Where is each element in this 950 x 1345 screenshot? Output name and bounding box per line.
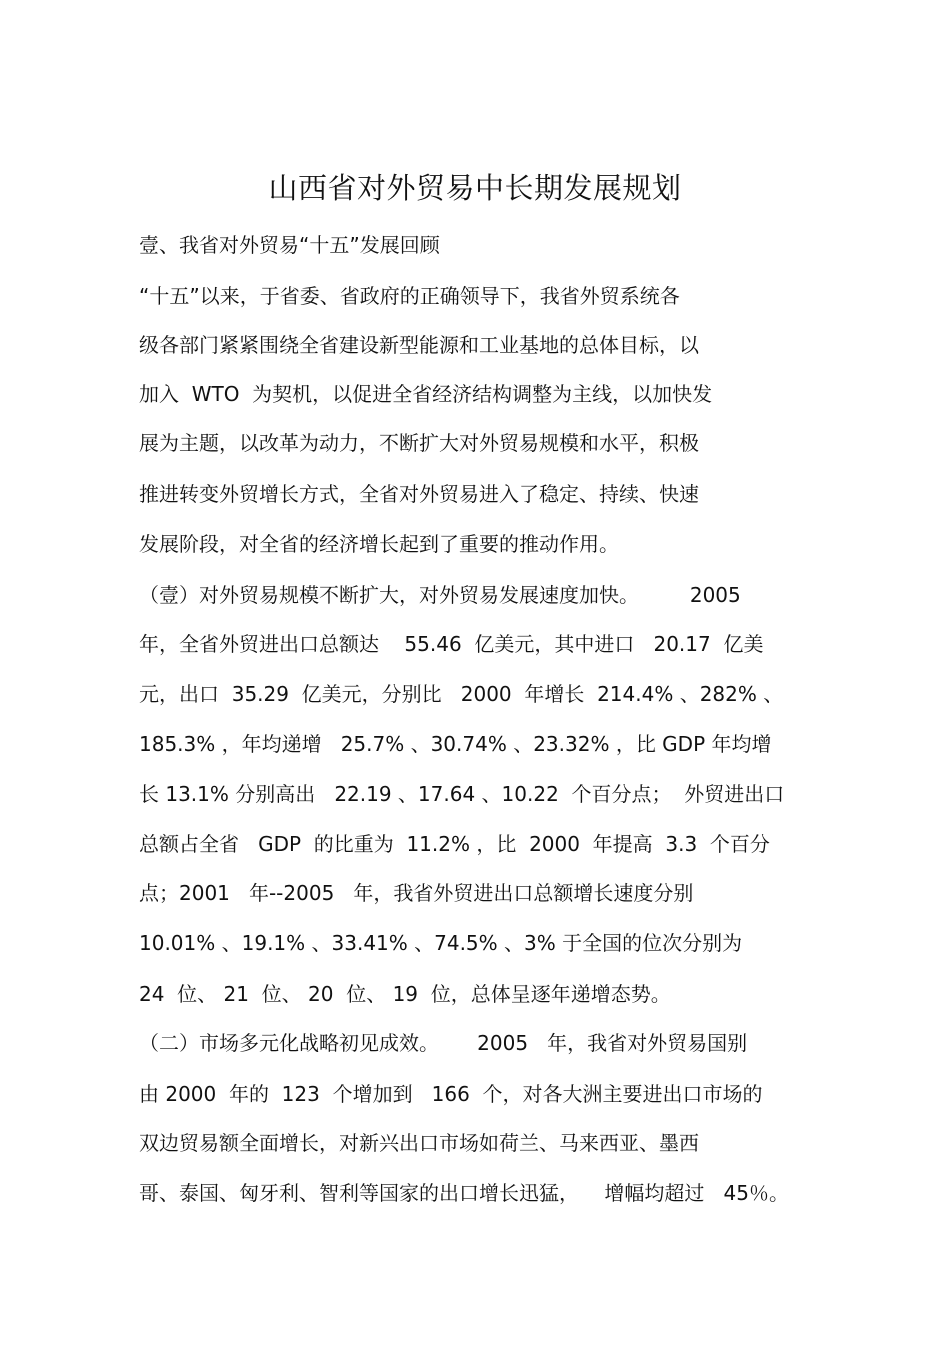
paragraph-line-1: “十五”以来，于省委、省政府的正确领导下，我省外贸系统各 (139, 284, 680, 308)
paragraph-line-16: （二）市场多元化战略初见成效。 2005 年，我省对外贸易国别 (139, 1031, 748, 1055)
paragraph-line-4: 展为主题，以改革为动力，不断扩大对外贸易规模和水平，积极 (139, 431, 699, 455)
paragraph-line-13: 点；2001 年--2005 年，我省外贸进出口总额增长速度分别 (139, 881, 694, 905)
paragraph-line-12: 总额占全省 GDP 的比重为 11.2% ，比 2000 年提高 3.3 个百分 (139, 832, 770, 856)
section-heading: 壹、我省对外贸易“十五”发展回顾 (139, 233, 440, 257)
paragraph-line-19: 哥、泰国、匈牙利、智利等国家的出口增长迅猛， 增幅均超过 45％。 (139, 1181, 789, 1205)
paragraph-line-15: 24 位、 21 位、 20 位、 19 位，总体呈逐年递增态势。 (139, 982, 671, 1006)
paragraph-line-8: 年，全省外贸进出口总额达 55.46 亿美元，其中进口 20.17 亿美 (139, 632, 764, 656)
document-title: 山西省对外贸易中长期发展规划 (268, 171, 682, 205)
paragraph-line-17: 由 2000 年的 123 个增加到 166 个，对各大洲主要进出口市场的 (139, 1082, 763, 1106)
paragraph-line-11: 长 13.1% 分别高出 22.19 、17.64 、10.22 个百分点； 外贸进出口 (139, 782, 785, 806)
paragraph-line-6: 发展阶段，对全省的经济增长起到了重要的推动作用。 (139, 532, 619, 556)
paragraph-line-2: 级各部门紧紧围绕全省建设新型能源和工业基地的总体目标，以 (139, 333, 699, 357)
paragraph-line-3: 加入 WTO 为契机，以促进全省经济结构调整为主线，以加快发 (139, 382, 713, 406)
paragraph-line-10: 185.3% ，年均递增 25.7% 、30.74% 、23.32% ，比 GDP 年均增 (139, 732, 772, 756)
paragraph-line-9: 元，出口 35.29 亿美元，分别比 2000 年增长 214.4% 、282% 、 (139, 682, 784, 706)
paragraph-line-18: 双边贸易额全面增长，对新兴出口市场如荷兰、马来西亚、墨西 (139, 1131, 699, 1155)
paragraph-line-5: 推进转变外贸增长方式，全省对外贸易进入了稳定、持续、快速 (139, 482, 699, 506)
paragraph-line-7: （壹）对外贸易规模不断扩大，对外贸易发展速度加快。 2005 (139, 583, 741, 607)
paragraph-line-14: 10.01% 、19.1% 、33.41% 、74.5% 、3% 于全国的位次分别为 (139, 931, 743, 955)
